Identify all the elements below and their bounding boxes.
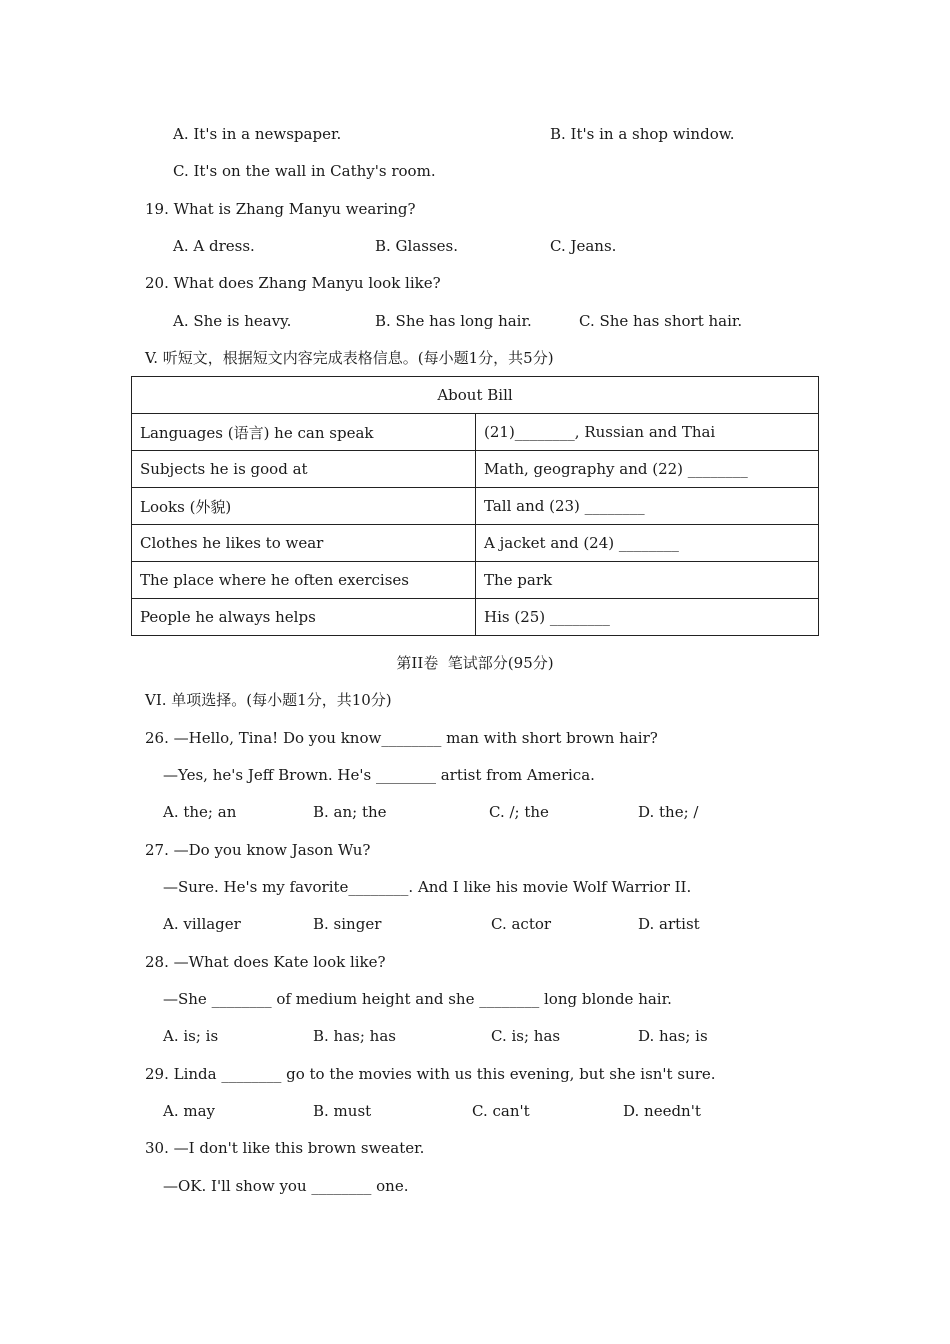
q27-option-d: D. artist xyxy=(638,915,700,933)
row-label: Languages (语言) he can speak xyxy=(132,414,476,451)
q20-stem: 20. What does Zhang Manyu look like? xyxy=(145,274,441,292)
table-header: About Bill xyxy=(132,377,819,414)
table-row xyxy=(132,525,819,562)
row-value: His (25) ________ xyxy=(476,599,819,636)
q26-option-d: D. the; / xyxy=(638,803,699,821)
q26-option-c: C. /; the xyxy=(489,803,549,821)
q29-option-c: C. can't xyxy=(472,1102,530,1120)
section-5-title: V. 听短文，根据短文内容完成表格信息。(每小题1分，共5分) xyxy=(145,349,554,367)
table-row xyxy=(132,562,819,599)
q26-option-a: A. the; an xyxy=(163,803,237,821)
row-label: People he always helps xyxy=(132,599,476,636)
row-label: The place where he often exercises xyxy=(132,562,476,599)
q18-option-a: A. It's in a newspaper. xyxy=(173,125,342,143)
q27-option-c: C. actor xyxy=(491,915,552,933)
q27-option-b: B. singer xyxy=(313,915,382,933)
table-row xyxy=(132,488,819,525)
q19-option-b: B. Glasses. xyxy=(375,237,459,255)
part-2-title: 第II卷 笔试部分(95分) xyxy=(396,654,554,672)
q28-option-c: C. is; has xyxy=(491,1027,561,1045)
q19-option-c: C. Jeans. xyxy=(550,237,617,255)
q18-option-c: C. It's on the wall in Cathy's room. xyxy=(173,162,436,180)
section-6-title: VI. 单项选择。(每小题1分，共10分) xyxy=(145,691,392,709)
row-value: Math, geography and (22) ________ xyxy=(476,451,819,488)
q26-reply: —Yes, he's Jeff Brown. He's ________ artist from America. xyxy=(163,766,595,784)
row-label: Clothes he likes to wear xyxy=(132,525,476,562)
row-value: Tall and (23) ________ xyxy=(476,488,819,525)
q28-reply: —She ________ of medium height and she ________ long blonde hair. xyxy=(163,990,672,1008)
row-label: Subjects he is good at xyxy=(132,451,476,488)
q28-option-a: A. is; is xyxy=(163,1027,219,1045)
row-value: The park xyxy=(476,562,819,599)
table-header-row xyxy=(132,377,819,414)
q30-reply: —OK. I'll show you ________ one. xyxy=(163,1177,409,1195)
q29-stem: 29. Linda ________ go to the movies with us this evening, but she isn't sure. xyxy=(145,1065,716,1083)
q27-stem: 27. —Do you know Jason Wu? xyxy=(145,841,371,859)
q20-option-a: A. She is heavy. xyxy=(173,312,292,330)
table-row xyxy=(132,599,819,636)
q28-option-b: B. has; has xyxy=(313,1027,396,1045)
q27-reply: —Sure. He's my favorite________. And I like his movie Wolf Warrior II. xyxy=(163,878,692,896)
info-table xyxy=(131,376,819,636)
q28-option-d: D. has; is xyxy=(638,1027,708,1045)
q26-option-b: B. an; the xyxy=(313,803,387,821)
row-value: A jacket and (24) ________ xyxy=(476,525,819,562)
table-row xyxy=(132,451,819,488)
q18-option-b: B. It's in a shop window. xyxy=(550,125,735,143)
q19-option-a: A. A dress. xyxy=(173,237,255,255)
q27-option-a: A. villager xyxy=(163,915,241,933)
q28-stem: 28. —What does Kate look like? xyxy=(145,953,386,971)
q20-option-b: B. She has long hair. xyxy=(375,312,532,330)
q20-option-c: C. She has short hair. xyxy=(579,312,743,330)
q26-stem: 26. —Hello, Tina! Do you know________ man with short brown hair? xyxy=(145,729,658,747)
table-row xyxy=(132,414,819,451)
q29-option-a: A. may xyxy=(163,1102,216,1120)
q29-option-d: D. needn't xyxy=(623,1102,701,1120)
row-value: (21)________, Russian and Thai xyxy=(476,414,819,451)
q19-stem: 19. What is Zhang Manyu wearing? xyxy=(145,200,416,218)
row-label: Looks (外貌) xyxy=(132,488,476,525)
q29-option-b: B. must xyxy=(313,1102,372,1120)
q30-stem: 30. —I don't like this brown sweater. xyxy=(145,1139,425,1157)
